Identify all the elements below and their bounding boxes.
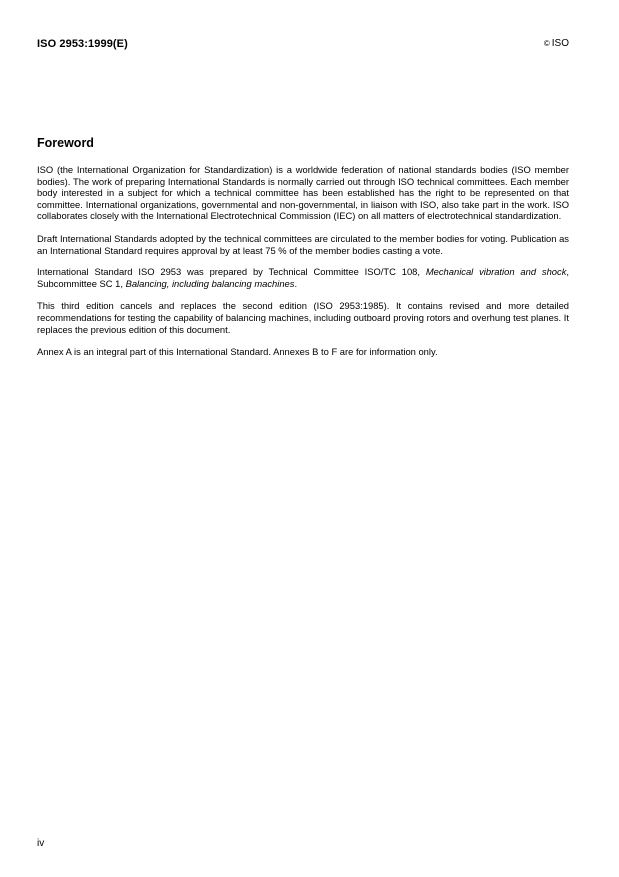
copyright-holder: ISO	[551, 38, 569, 49]
paragraph-3-text-2: , Subcommittee SC 1,	[37, 266, 569, 289]
copyright-symbol: ©	[543, 39, 550, 48]
document-id: ISO 2953:1999(E)	[37, 38, 128, 50]
section-title: Foreword	[37, 136, 94, 150]
subcommittee-name: Balancing, including balancing machines	[125, 277, 295, 289]
paragraph-5: Annex A is an integral part of this International Standard. Annexes B to F are for information only.	[37, 346, 438, 358]
foreword-body	[37, 164, 569, 369]
paragraph-3	[37, 266, 569, 289]
page-number: iv	[37, 838, 45, 849]
copyright-notice	[544, 38, 569, 49]
paragraph-4: This third edition cancels and replaces the second edition (ISO 2953:1985). It contains revised and more detailed recommendations for testing the capability of balancing machines, including outboard proving rotors and overhung test planes. It replaces the previous edition of this document.	[37, 300, 569, 335]
paragraph-3-text-3: .	[294, 277, 298, 289]
paragraph-1: ISO (the International Organization for Standardization) is a worldwide federation of national standards bodies (ISO member bodies). The work of preparing International Standards is normally carried out through ISO technical committees. Each member body interested in a subject for which a technical committee has been established has the right to be represented on that committee. International organizations, governmental and non-governmental, in liaison with ISO, also take part in the work. ISO collaborates closely with the International Electrotechnical Commission (IEC) on all matters of electrotechnical standardization.	[37, 164, 569, 222]
paragraph-2: Draft International Standards adopted by the technical committees are circulated to the member bodies for voting. Publication as an International Standard requires approval by at least 75 % of the member bodies casting a vote.	[37, 232, 569, 256]
paragraph-3-text-1: International Standard ISO 2953 was prepared by Technical Committee ISO/TC 108,	[37, 266, 426, 278]
committee-name: Mechanical vibration and shock	[425, 266, 567, 278]
